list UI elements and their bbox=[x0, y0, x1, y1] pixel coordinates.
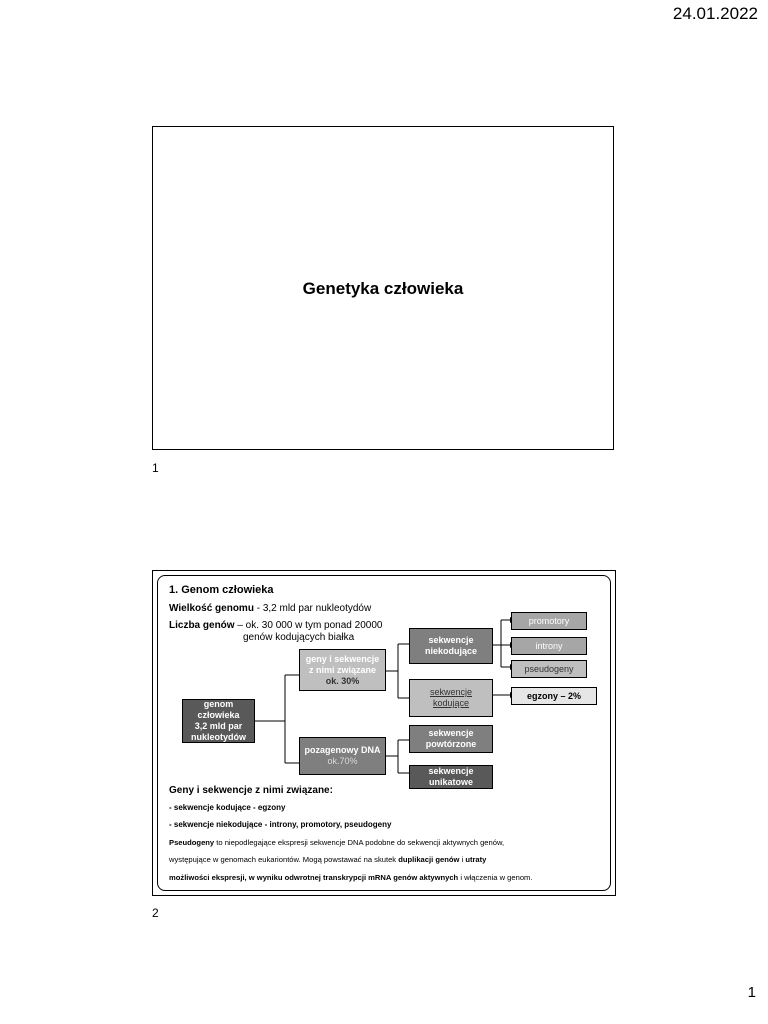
box-coding-sequences: sekwencje kodujące bbox=[409, 679, 493, 717]
document-date: 24.01.2022 bbox=[672, 4, 758, 23]
slide-2-number: 2 bbox=[152, 906, 159, 920]
slide-2 bbox=[152, 570, 616, 896]
genome-size-value: - 3,2 mld par nukleotydów bbox=[253, 603, 372, 614]
box-unique-sequences: sekwencje unikatowe bbox=[409, 765, 493, 789]
box-pseudogenes: pseudogeny bbox=[511, 660, 587, 678]
slide-2-heading: 1. Genom człowieka bbox=[169, 584, 274, 596]
gene-count-value-cont: genów kodujących białka bbox=[243, 632, 355, 643]
summary-bullet-coding: - sekwencje kodujące - egzony bbox=[169, 803, 286, 812]
pseudogenes-paragraph-line3: możliwości ekspresji, w wyniku odwrotnej transkrypcji mRNA genów aktywnych i włączenia w genom. bbox=[169, 873, 533, 882]
page-number: 1 bbox=[747, 984, 756, 1001]
box-genes-and-related: geny i sekwencje z nimi związane ok. 30% bbox=[299, 649, 386, 691]
box-human-genome: genom człowieka 3,2 mld par nukleotydów bbox=[182, 699, 255, 743]
gene-count-value: – ok. 30 000 w tym ponad 20000 bbox=[234, 620, 383, 631]
pseudogenes-paragraph-line1: Pseudogeny to niepodlegające ekspresji sekwencje DNA podobne do sekwencji aktywnych genów, bbox=[169, 838, 505, 847]
slide-1-number: 1 bbox=[152, 461, 159, 475]
slide-1 bbox=[152, 126, 614, 450]
genome-size-line bbox=[169, 603, 371, 614]
box-repeated-sequences: sekwencje powtórzone bbox=[409, 725, 493, 753]
box-promoters: promotory bbox=[511, 612, 587, 630]
box-extragenic-dna: pozagenowy DNA ok.70% bbox=[299, 737, 386, 775]
pseudogenes-paragraph-line2: występujące w genomach eukariontów. Mogą powstawać na skutek duplikacji genów i utraty bbox=[169, 855, 487, 864]
genome-size-label: Wielkość genomu bbox=[169, 603, 254, 614]
box-introns: introny bbox=[511, 637, 587, 655]
summary-bullet-noncoding: - sekwencje niekodujące - introny, promotory, pseudogeny bbox=[169, 820, 392, 829]
summary-heading: Geny i sekwencje z nimi związane: bbox=[169, 785, 333, 796]
box-noncoding-sequences: sekwencje niekodujące bbox=[409, 628, 493, 664]
gene-count-label: Liczba genów bbox=[169, 620, 235, 631]
box-exons: egzony – 2% bbox=[511, 687, 597, 705]
slide-1-title: Genetyka człowieka bbox=[302, 279, 464, 298]
gene-count-line bbox=[169, 620, 382, 631]
